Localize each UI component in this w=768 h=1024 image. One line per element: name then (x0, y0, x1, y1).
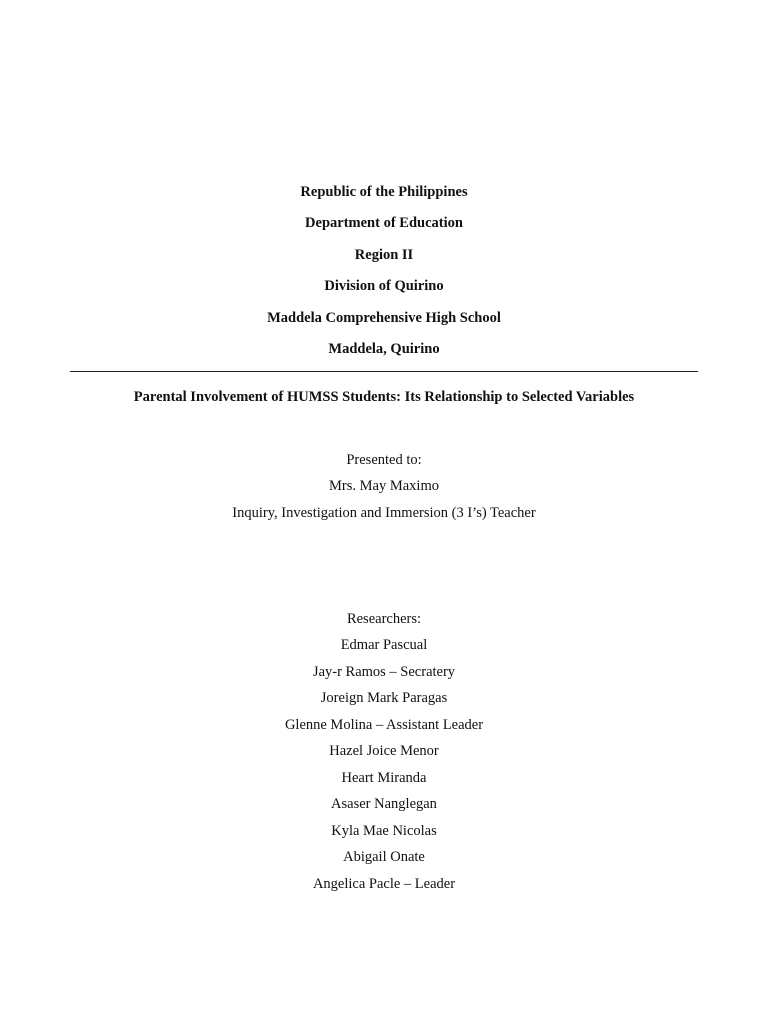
researcher-name: Abigail Onate (343, 849, 425, 865)
header-division: Division of Quirino (324, 278, 444, 294)
header-school: Maddela Comprehensive High School (267, 310, 501, 326)
researcher-name: Glenne Molina – Assistant Leader (284, 717, 484, 733)
researcher-name: Angelica Pacle – Leader (312, 876, 456, 892)
header-location: Maddela, Quirino (328, 341, 440, 357)
document-title: Parental Involvement of HUMSS Students: Its Relationship to Selected Variables (133, 389, 635, 405)
researcher-name: Jay-r Ramos – Secratery (312, 664, 456, 680)
researcher-name: Kyla Mae Nicolas (331, 823, 437, 839)
researcher-name: Asaser Nanglegan (331, 796, 437, 812)
horizontal-rule (70, 371, 698, 372)
presented-name: Mrs. May Maximo (329, 478, 439, 494)
researcher-name: Hazel Joice Menor (329, 743, 439, 759)
presented-label: Presented to: (346, 452, 422, 468)
researcher-name: Joreign Mark Paragas (320, 690, 448, 706)
header-region: Region II (354, 247, 414, 263)
researchers-label: Researchers: (346, 611, 422, 627)
header-republic: Republic of the Philippines (300, 184, 468, 200)
researcher-name: Edmar Pascual (340, 637, 428, 653)
presented-role: Inquiry, Investigation and Immersion (3 I’s) Teacher (232, 505, 536, 521)
header-department: Department of Education (305, 215, 463, 231)
researcher-name: Heart Miranda (341, 770, 427, 786)
